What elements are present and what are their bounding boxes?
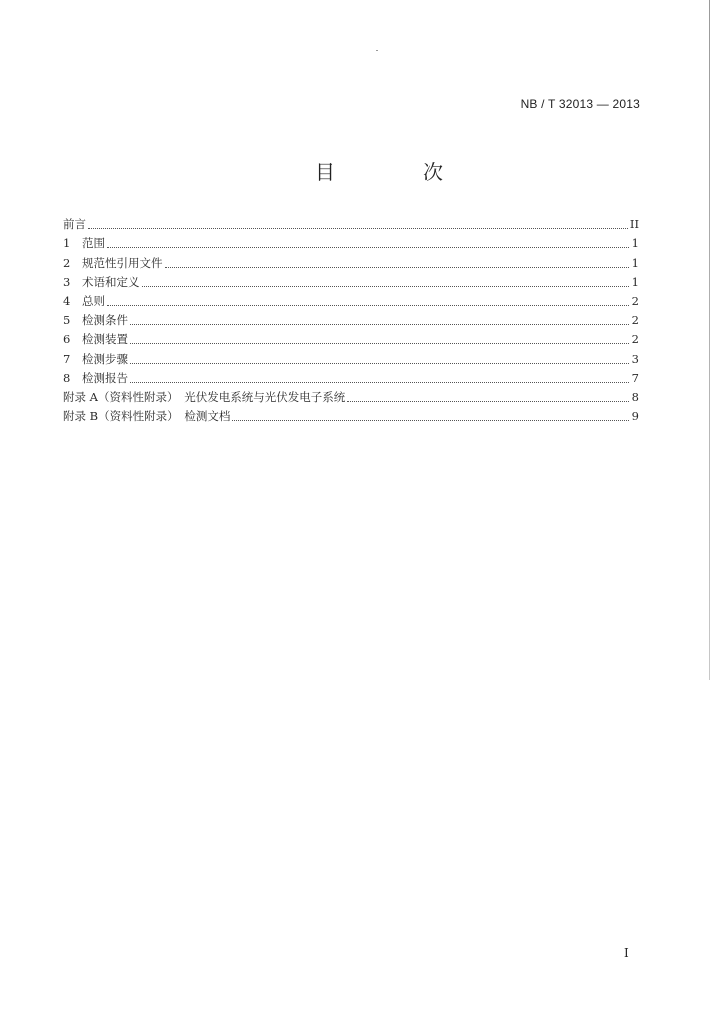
dot-leader bbox=[130, 362, 629, 364]
toc-entry-number: 4 bbox=[63, 293, 71, 308]
toc-entry-test-procedure[interactable] bbox=[63, 349, 639, 368]
toc-entry-page: 1 bbox=[631, 274, 639, 289]
toc-entry-terms-definitions[interactable] bbox=[63, 273, 639, 292]
toc-entry-number: 2 bbox=[63, 255, 71, 270]
dot-leader bbox=[130, 323, 629, 325]
toc-entry-label: 规范性引用文件 bbox=[82, 255, 163, 270]
toc-entry-label: 检测报告 bbox=[82, 370, 128, 385]
scan-speck bbox=[376, 50, 378, 51]
toc-entry-number: 5 bbox=[63, 313, 71, 328]
dot-leader bbox=[107, 304, 629, 306]
toc-entry-number: 6 bbox=[63, 332, 71, 347]
toc-entry-label: 检测条件 bbox=[82, 313, 128, 328]
toc-entry-label: 附录 B（资料性附录） 检测文档 bbox=[63, 409, 231, 424]
dot-leader bbox=[165, 266, 630, 268]
toc-entry-label: 附录 A（资料性附录） 光伏发电系统与光伏发电子系统 bbox=[63, 389, 346, 404]
toc-entry-foreword[interactable] bbox=[63, 215, 639, 234]
toc-entry-label: 检测步骤 bbox=[82, 351, 128, 366]
page-number: I bbox=[624, 946, 629, 960]
toc-entry-number: 7 bbox=[63, 351, 71, 366]
toc-entry-test-equipment[interactable] bbox=[63, 330, 639, 349]
table-of-contents bbox=[63, 215, 639, 426]
dot-leader bbox=[88, 227, 628, 229]
dot-leader bbox=[142, 285, 630, 287]
toc-entry-scope[interactable] bbox=[63, 234, 639, 253]
page-title: 目 次 bbox=[315, 160, 477, 184]
dot-leader bbox=[130, 381, 629, 383]
toc-entry-page: 2 bbox=[631, 313, 639, 328]
toc-entry-label: 范围 bbox=[82, 236, 105, 251]
toc-entry-test-conditions[interactable] bbox=[63, 311, 639, 330]
toc-entry-number: 3 bbox=[63, 274, 71, 289]
dot-leader bbox=[130, 342, 629, 344]
dot-leader bbox=[107, 246, 629, 248]
toc-entry-page: 7 bbox=[631, 370, 639, 385]
toc-entry-annex-a[interactable] bbox=[63, 388, 639, 407]
toc-entry-page: 3 bbox=[631, 351, 639, 366]
toc-entry-label: 检测装置 bbox=[82, 332, 128, 347]
toc-entry-page: 2 bbox=[631, 293, 639, 308]
toc-entry-test-report[interactable] bbox=[63, 369, 639, 388]
toc-entry-page: 1 bbox=[631, 255, 639, 270]
scan-edge-line bbox=[709, 0, 710, 680]
toc-entry-page: 9 bbox=[631, 409, 639, 424]
toc-entry-annex-b[interactable] bbox=[63, 407, 639, 426]
toc-entry-number: 1 bbox=[63, 236, 71, 251]
toc-entry-page: II bbox=[629, 217, 639, 232]
toc-entry-label: 总则 bbox=[82, 293, 105, 308]
toc-entry-number: 8 bbox=[63, 370, 71, 385]
dot-leader bbox=[232, 419, 629, 421]
standard-code: NB / T 32013 — 2013 bbox=[520, 97, 640, 111]
toc-entry-page: 2 bbox=[631, 332, 639, 347]
toc-entry-page: 1 bbox=[631, 236, 639, 251]
toc-entry-label: 术语和定义 bbox=[82, 274, 140, 289]
toc-entry-label: 前言 bbox=[63, 217, 86, 232]
toc-entry-normative-references[interactable] bbox=[63, 253, 639, 272]
toc-entry-general[interactable] bbox=[63, 292, 639, 311]
toc-entry-page: 8 bbox=[631, 389, 639, 404]
dot-leader bbox=[347, 400, 629, 402]
